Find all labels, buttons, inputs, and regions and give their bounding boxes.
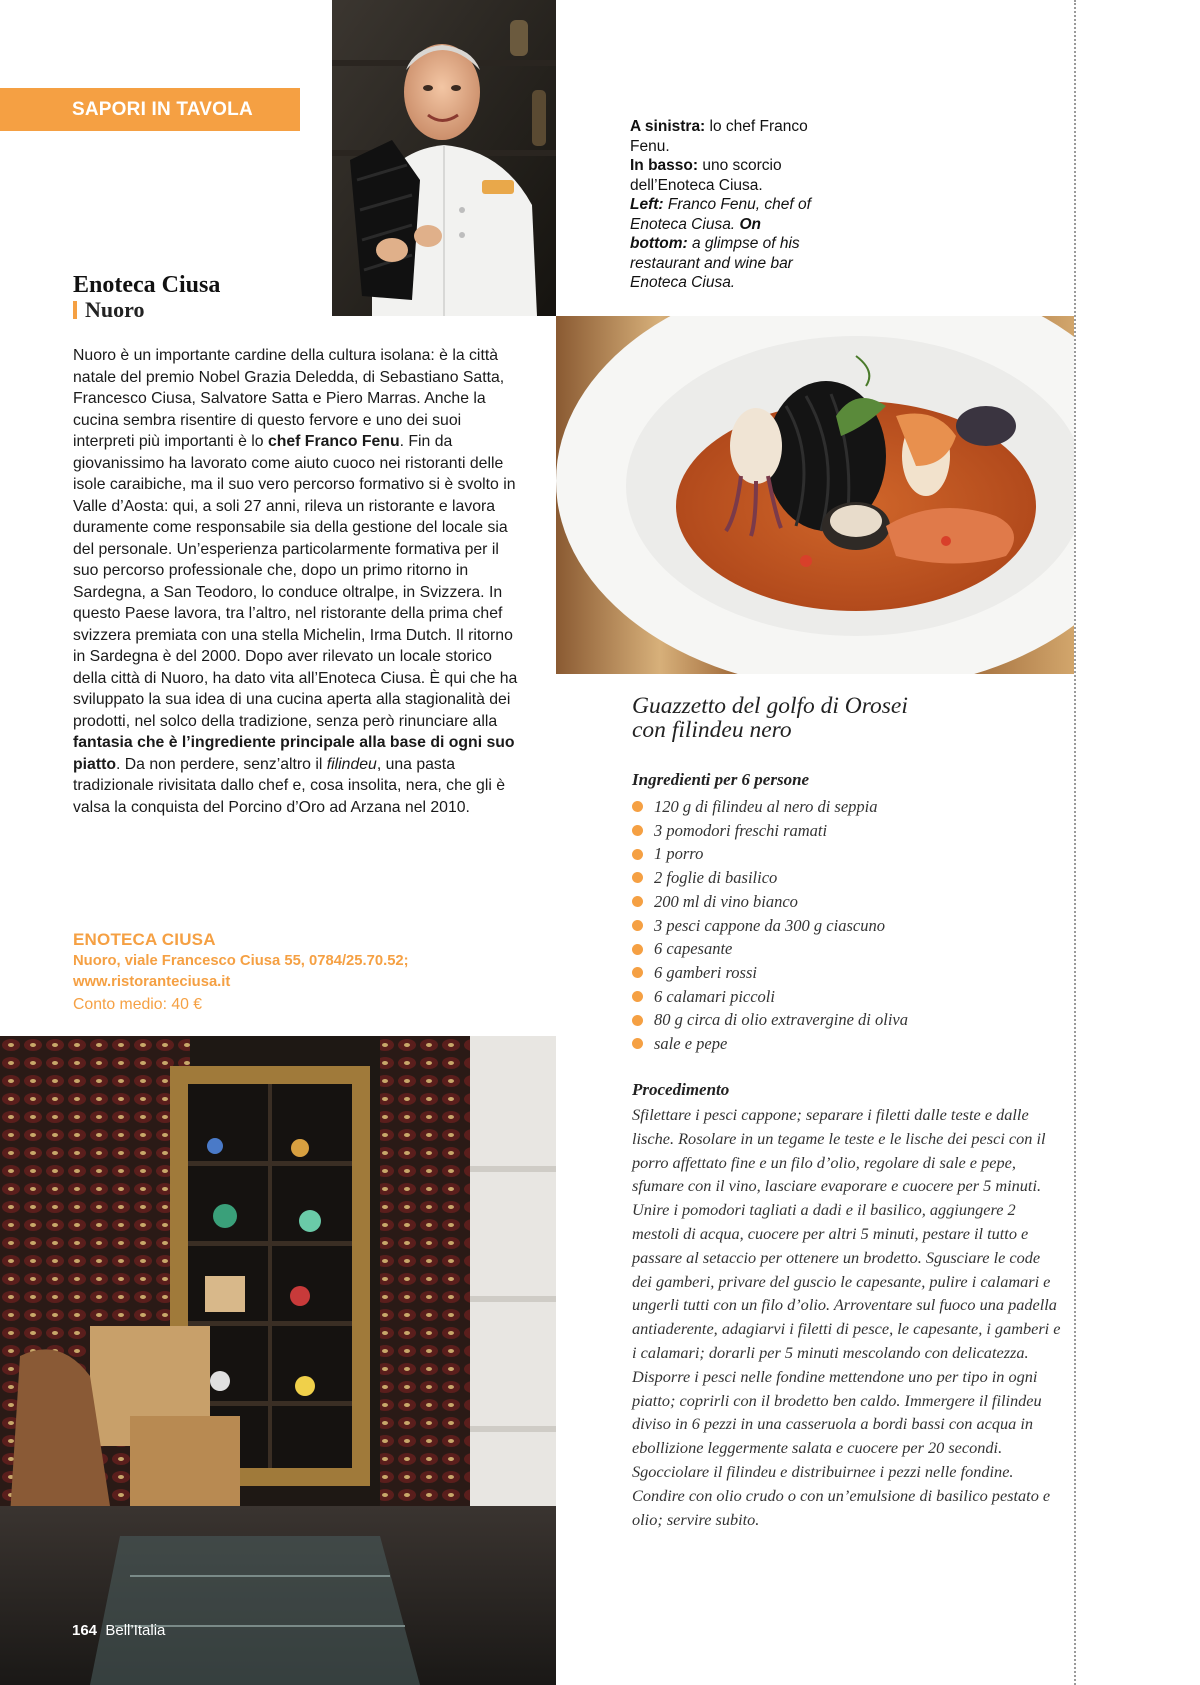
caption-bottom-text: uno scorcio dell’Enoteca Ciusa.: [630, 157, 782, 194]
fantasia-highlight: fantasia che è l’ingrediente principale alla base di ogni suo piatto: [73, 734, 515, 773]
list-item: 80 g circa di olio extravergine di oliva: [632, 1008, 1052, 1032]
ingredients-list: [632, 795, 1052, 1056]
recipe-title-line2: con filindeu nero: [632, 717, 792, 743]
city-label: Nuoro: [85, 297, 145, 322]
ingredients-heading: Ingredienti per 6 persone: [632, 770, 810, 789]
dish-photo-illustration: [556, 316, 1074, 674]
chef-photo-illustration: [332, 0, 556, 316]
info-address: Nuoro, viale Francesco Ciusa 55, 0784/25.70.52;: [73, 952, 409, 969]
section-label: SAPORI IN TAVOLA: [72, 98, 253, 120]
restaurant-city: [73, 297, 145, 323]
caption-en-bottom-label: On bottom:: [630, 215, 761, 252]
page-number: 164: [72, 1622, 98, 1639]
list-item: 6 calamari piccoli: [632, 985, 1052, 1009]
chef-photo: [332, 0, 556, 316]
bullet-dot-icon: [632, 967, 643, 978]
wine-bar-illustration: [0, 1036, 556, 1685]
photo-caption: [630, 117, 820, 293]
list-item: 3 pomodori freschi ramati: [632, 819, 1052, 843]
procedure-heading: Procedimento: [632, 1080, 730, 1099]
restaurant-name: Enoteca Ciusa: [73, 272, 221, 298]
list-item: 200 ml di vino bianco: [632, 890, 1052, 914]
list-item: sale e pepe: [632, 1032, 1052, 1056]
list-item: 120 g di filindeu al nero di seppia: [632, 795, 1052, 819]
caption-en-left-label: Left:: [630, 196, 664, 213]
article-body: [73, 345, 523, 818]
info-average-price: Conto medio: 40 €: [73, 995, 203, 1013]
chef-name-highlight: chef Franco Fenu: [267, 433, 400, 450]
list-item: 6 capesante: [632, 937, 1052, 961]
caption-left-text: lo chef Franco Fenu.: [630, 118, 808, 155]
bullet-dot-icon: [632, 991, 643, 1002]
list-item: 6 gamberi rossi: [632, 961, 1052, 985]
bullet-dot-icon: [632, 896, 643, 907]
bullet-dot-icon: [632, 1015, 643, 1026]
wine-bar-photo: [0, 1036, 556, 1685]
info-website-link[interactable]: www.ristoranteciusa.it: [73, 974, 231, 990]
bullet-dot-icon: [632, 1038, 643, 1049]
bullet-dot-icon: [632, 849, 643, 860]
info-restaurant-name: ENOTECA CIUSA: [73, 930, 216, 949]
city-accent-bar: [73, 301, 77, 319]
dish-photo: [556, 316, 1074, 674]
list-item: 2 foglie di basilico: [632, 866, 1052, 890]
column-divider: [1074, 0, 1076, 1685]
filindeu-term: filindeu: [326, 755, 377, 773]
recipe-title-line1: Guazzetto del golfo di Orosei: [632, 693, 908, 719]
caption-en-bottom-text: a glimpse of his restaurant and wine bar Enoteca Ciusa.: [630, 235, 800, 291]
section-banner: [0, 88, 300, 131]
list-item: 3 pesci cappone da 300 g ciascuno: [632, 914, 1052, 938]
list-item: 1 porro: [632, 842, 1052, 866]
page-footer: [72, 1622, 165, 1639]
caption-en-left-text: Franco Fenu, chef of Enoteca Ciusa.: [630, 196, 811, 233]
caption-bottom-label: In basso:: [630, 157, 699, 174]
procedure-text: Sfilettare i pesci cappone; separare i filetti dalle teste e dalle lische. Rosolare in un tegame le teste e le lische dei pesci con il porro affettato fine e un filo d’olio, regolare di sale e pepe, sfumare con il vino, lasciare evaporare e cuocere per 5 minuti. Unire i pomodori tagliati a dadi e il basilico, aggiungere 2 mestoli di acqua, cuocere per altri 5 minuti, pestare il tutto e passare al setaccio per ottenere un brodetto. Sgusciare le code dei gamberi, privare del guscio le capesante, pulire i calamari e ungerli tutti con un filo d’olio. Arroventare sul fuoco una padella antiaderente, adagiarvi i filetti di pesce, le capesante, i gamberi e i calamari; dorarli per 5 minuti mescolando con delicatezza. Disporre i pesci nelle fondine mettendone uno per tipo in ogni piatto; coprirli con il brodetto ben caldo. Immergere il filindeu diviso in 6 pezzi in una casseruola a bordi bassi con acqua in ebollizione leggermente salata e cuocere per 20 secondi. Sgocciolare il filindeu e distribuirnee i pezzi nelle fondine. Condire con olio crudo o con un’emulsione di basilico pestato e olio; servire subito.: [632, 1105, 1061, 1529]
article-paragraph: Nuoro è un importante cardine della cultura isolana: è la città natale del premio Nobel Grazia Deledda, di Sebastiano Satta, Francesco Ciusa, Salvatore Satta e Piero Marras. Anche la cucina sembra risentire di questo fervore e uno dei suoi interpreti più importanti è lo chef Franco Fenu. Fin da giovanissimo ha lavorato come aiuto cuoco nei ristoranti delle isole caraibiche, ma il suo vero percorso formativo si è svolto in Valle d’Aosta: qui, a soli 27 anni, rileva un ristorante e lavora duramente come responsabile sia della gestione del locale sia del personale. Un’esperienza particolarmente formativa per il suo percorso professionale che, dopo un primo ritorno in Sardegna, a San Teodoro, lo conduce oltralpe, in Svizzera. In questo Paese lavora, tra l’altro, nel ristorante della prima chef svizzera premiata con una stella Michelin, Irma Dutch. Il ritorno in Sardegna è del 2000. Dopo aver rilevato un locale storico della città di Nuoro, ha dato vita all’Enoteca Ciusa. È qui che ha sviluppato la sua idea di una cucina aperta alla stagionalità dei prodotti, nel solco della tradizione, senza però rinunciare alla fantasia che è l’ingrediente principale alla base di ogni suo piatto. Da non perdere, senz’altro il filindeu, una pasta tradizionale rivisitata dallo chef e, cosa insolita, nera, che gli è valsa la conquista del Porcino d’Oro ad Arzana nel 2010.: [73, 347, 518, 816]
bullet-dot-icon: [632, 944, 643, 955]
restaurant-info: [73, 929, 523, 1015]
bullet-dot-icon: [632, 920, 643, 931]
magazine-name: Bell’Italia: [105, 1622, 166, 1639]
recipe-title: [632, 694, 1052, 742]
bullet-dot-icon: [632, 872, 643, 883]
bullet-dot-icon: [632, 801, 643, 812]
caption-left-label: A sinistra:: [630, 118, 706, 135]
bullet-dot-icon: [632, 825, 643, 836]
